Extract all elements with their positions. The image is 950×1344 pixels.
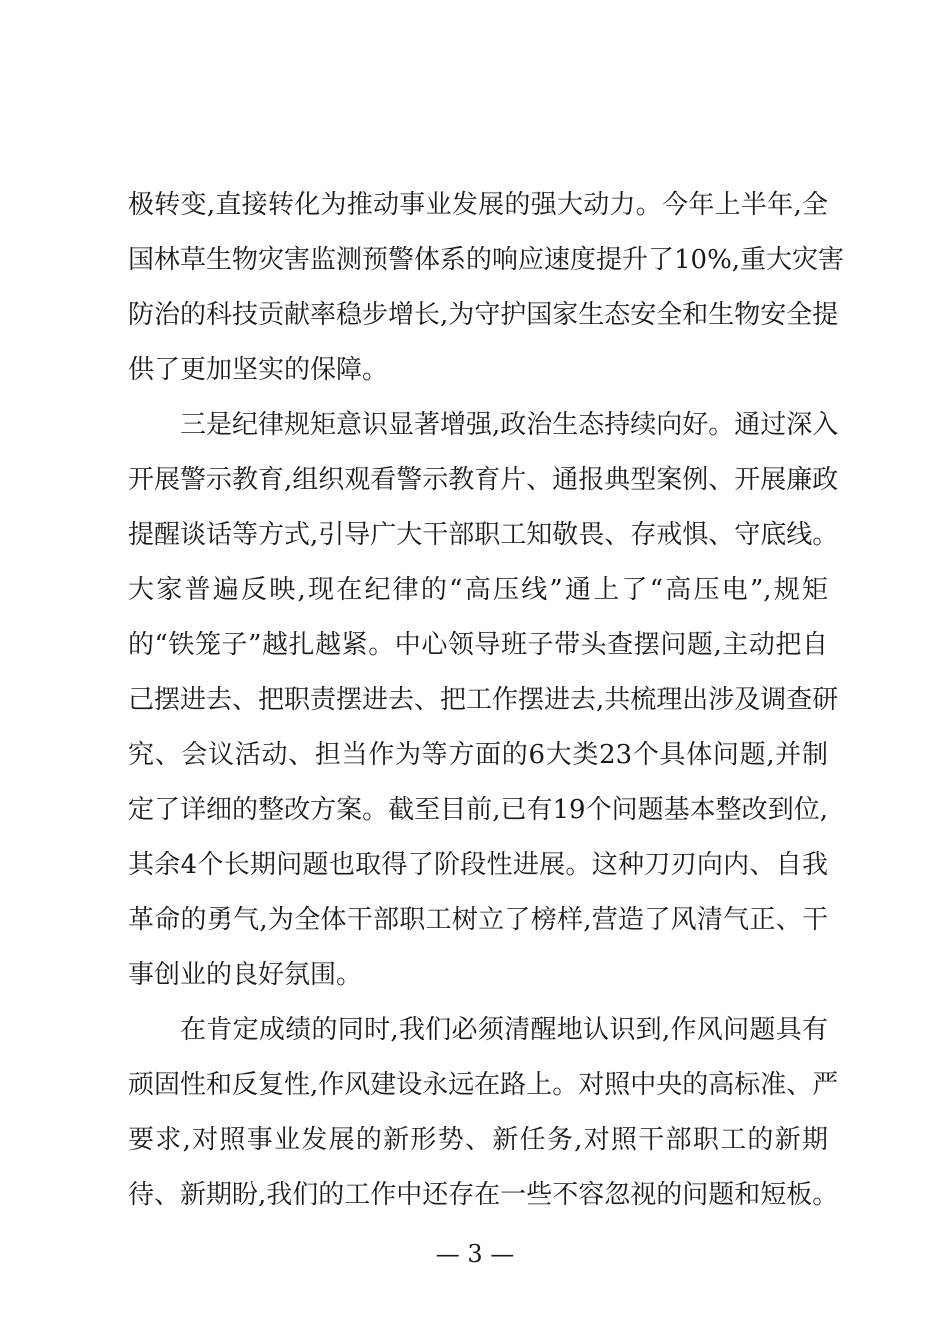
text-line: 己摆进去、把职责摆进去、把工作摆进去,共梳理出涉及调查研 xyxy=(128,685,839,715)
paragraph-first-line: 三是纪律规矩意识显著增强,政治生态持续向好。通过深入 xyxy=(180,410,839,440)
text-line: 极转变,直接转化为推动事业发展的强大动力。今年上半年,全 xyxy=(128,190,828,220)
text-line: 事创业的良好氛围。 xyxy=(128,960,363,990)
page-number: — 3 — xyxy=(435,1240,515,1268)
text-line: 国林草生物灾害监测预警体系的响应速度提升了10%,重大灾害 xyxy=(128,245,845,275)
text-line: 究、会议活动、担当作为等方面的6大类23个具体问题,并制 xyxy=(128,740,828,770)
text-line: 顽固性和反复性,作风建设永远在路上。对照中央的高标准、严 xyxy=(128,1070,839,1100)
text-line: 定了详细的整改方案。截至目前,已有19个问题基本整改到位, xyxy=(128,795,828,825)
text-line: 大家普遍反映,现在纪律的“高压线”通上了“高压电”,规矩 xyxy=(128,575,828,605)
paragraph-first-line: 在肯定成绩的同时,我们必须清醒地认识到,作风问题具有 xyxy=(180,1015,828,1045)
text-line: 供了更加坚实的保障。 xyxy=(128,355,389,385)
text-line: 待、新期盼,我们的工作中还存在一些不容忽视的问题和短板。 xyxy=(128,1180,839,1210)
text-line: 防治的科技贡献率稳步增长,为守护国家生态安全和生物安全提 xyxy=(128,300,839,330)
text-line: 提醒谈话等方式,引导广大干部职工知敬畏、存戒惧、守底线。 xyxy=(128,520,839,550)
text-line: 开展警示教育,组织观看警示教育片、通报典型案例、开展廉政 xyxy=(128,465,839,495)
text-line: 革命的勇气,为全体干部职工树立了榜样,营造了风清气正、干 xyxy=(128,905,828,935)
text-line: 要求,对照事业发展的新形势、新任务,对照干部职工的新期 xyxy=(128,1125,828,1155)
text-line: 其余4个长期问题也取得了阶段性进展。这种刀刃向内、自我 xyxy=(128,850,828,880)
text-line: 的“铁笼子”越扎越紧。中心领导班子带头查摆问题,主动把自 xyxy=(128,630,828,660)
